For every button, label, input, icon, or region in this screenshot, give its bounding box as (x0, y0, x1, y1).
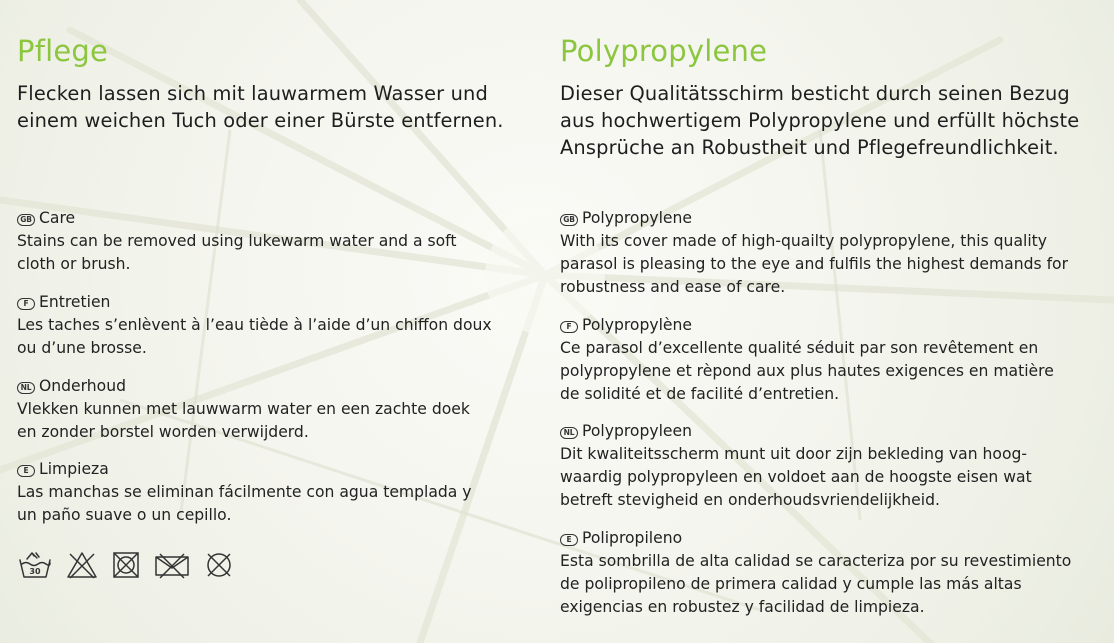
intro-line: aus hochwertigem Polypropylene und erfüllt höchste (560, 109, 1080, 132)
section-text: Dit kwaliteitsscherm munt uit door zijn bekleding van hoog- (560, 445, 1028, 463)
section-text: robustness and ease of care. (560, 278, 786, 296)
section-material-f (560, 314, 1054, 406)
section-text: de polipropileno de primera calidad y cumple las más altas (560, 575, 1022, 593)
intro-line: Dieser Qualitätsschirm besticht durch seinen Bezug (560, 82, 1070, 105)
section-text: cloth or brush. (17, 255, 131, 273)
section-title: Onderhoud (39, 377, 126, 395)
section-care-f (17, 291, 492, 360)
intro-line: einem weichen Tuch oder einer Bürste entfernen. (17, 109, 504, 132)
section-text: exigencias en robustez y facilidad de limpieza. (560, 598, 925, 616)
material-intro (560, 80, 1079, 161)
section-text: Stains can be removed using lukewarm water and a soft (17, 232, 457, 250)
section-material-e (560, 527, 1071, 619)
section-care-gb (17, 207, 457, 276)
section-text: polypropylene et rèpond aux plus hautes exigences en matière (560, 362, 1054, 380)
do-not-iron-icon (154, 550, 190, 580)
lang-badge-nl: NL (560, 427, 578, 439)
section-text: Las manchas se eliminan fácilmente con agua templada y (17, 483, 472, 501)
do-not-bleach-icon (66, 550, 98, 580)
section-text: betreft stevigheid en onderhoudsvriendelijkheid. (560, 491, 940, 509)
section-care-e (17, 458, 472, 527)
section-text: de solidité et de facilité d’entretien. (560, 385, 840, 403)
section-text: Vlekken kunnen met lauwwarm water en een zachte doek (17, 400, 470, 418)
section-material-nl (560, 420, 1032, 512)
section-title: Limpieza (39, 460, 109, 478)
section-text: Les taches s’enlèvent à l’eau tiède à l’aide d’un chiffon doux (17, 316, 492, 334)
care-intro (17, 80, 504, 134)
lang-badge-nl: NL (17, 382, 35, 394)
section-text: With its cover made of high-quailty polypropylene, this quality (560, 232, 1048, 250)
section-text: waardig polypropyleen en voldoet aan de hoogste eisen wat (560, 468, 1032, 486)
intro-line: Flecken lassen sich mit lauwarmem Wasser und (17, 82, 488, 105)
svg-text:30: 30 (29, 567, 41, 576)
section-text: Esta sombrilla de alta calidad se caracteriza por su revestimiento (560, 552, 1072, 570)
section-text: un paño suave o un cepillo. (17, 506, 232, 524)
do-not-tumble-dry-icon (111, 550, 141, 580)
lang-badge-e: E (560, 534, 578, 546)
section-care-nl (17, 375, 470, 444)
section-title: Entretien (39, 293, 111, 311)
section-text: Ce parasol d’excellente qualité séduit par son revêtement en (560, 339, 1039, 357)
material-heading: Polypropylene (560, 34, 768, 68)
do-not-dry-clean-icon (203, 550, 235, 580)
section-title: Polipropileno (582, 529, 683, 547)
section-title: Polypropylène (582, 316, 692, 334)
lang-badge-f: F (17, 298, 35, 310)
section-material-gb (560, 207, 1068, 299)
care-heading: Pflege (17, 34, 109, 68)
section-text: ou d’une brosse. (17, 339, 147, 357)
section-title: Care (39, 209, 76, 227)
section-text: en zonder borstel worden verwijderd. (17, 423, 309, 441)
lang-badge-gb: GB (17, 214, 35, 226)
care-symbols (17, 550, 235, 580)
intro-line: Ansprüche an Robustheit und Pflegefreundlichkeit. (560, 136, 1059, 159)
section-title: Polypropylene (582, 209, 692, 227)
section-title: Polypropyleen (582, 422, 692, 440)
lang-badge-gb: GB (560, 214, 578, 226)
lang-badge-e: E (17, 465, 35, 477)
lang-badge-f: F (560, 321, 578, 333)
hand-wash-30-icon (17, 550, 53, 580)
section-text: parasol is pleasing to the eye and fulfils the highest demands for (560, 255, 1069, 273)
